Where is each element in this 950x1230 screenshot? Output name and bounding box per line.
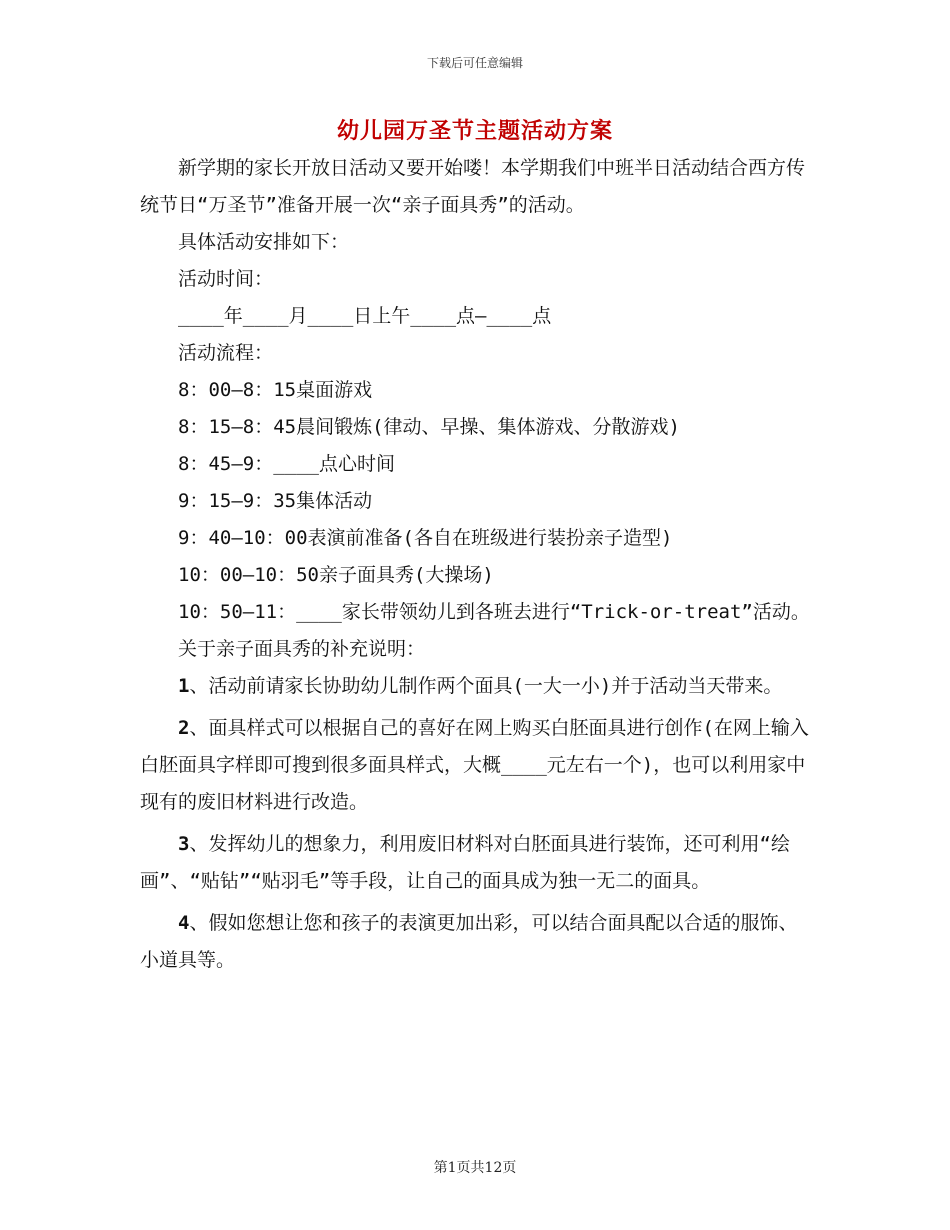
intro-paragraph: 新学期的家长开放日活动又要开始喽！本学期我们中班半日活动结合西方传统节日“万圣节”准备开展一次“亲子面具秀”的活动。 (140, 157, 806, 216)
arrangement-heading: 具体活动安排如下： (178, 231, 350, 253)
schedule-item: 10：00—10：50亲子面具秀(大操场) (178, 564, 494, 586)
schedule-item: 9：15—9：35集体活动 (178, 490, 373, 512)
note-text: 、活动前请家长协助幼儿制作两个面具(一大一小)并于活动当天带来。 (189, 675, 783, 697)
page-footer: 第1页共12页 (433, 1160, 517, 1176)
document-title: 幼儿园万圣节主题活动方案 (336, 118, 613, 144)
note-text: 、面具样式可以根据自己的喜好在网上购买白胚面具进行创作(在网上输入白胚面具字样即可搜到很多面具样式，大概____元左右一个)，也可以利用家中现有的废旧材料进行改造。 (140, 717, 809, 813)
schedule-item: 8：15—8：45晨间锻炼(律动、早操、集体游戏、分散游戏) (178, 416, 680, 438)
time-line: ____年____月____日上午____点—____点 (178, 305, 552, 327)
time-heading: 活动时间： (178, 268, 274, 290)
note-item (140, 826, 810, 900)
note-number: 3 (178, 833, 190, 855)
notes-heading: 关于亲子面具秀的补充说明： (178, 638, 426, 660)
process-heading: 活动流程： (178, 342, 274, 364)
note-number: 4 (178, 912, 190, 934)
schedule-item: 10：50—11：____家长带领幼儿到各班去进行“Trick-or-treat”活动。 (178, 601, 810, 623)
schedule-item: 9：40—10：00表演前准备(各自在班级进行装扮亲子造型) (178, 527, 673, 549)
note-item (140, 905, 810, 979)
schedule-item: 8：00—8：15桌面游戏 (178, 379, 373, 401)
page-header: 下载后可任意编辑 (426, 56, 523, 70)
note-item (140, 710, 810, 821)
note-text: 、发挥幼儿的想象力，利用废旧材料对白胚面具进行装饰，还可利用“绘画”、“贴钻”“贴羽毛”等手段，让自己的面具成为独一无二的面具。 (140, 833, 790, 892)
note-number: 1 (178, 675, 190, 697)
schedule-item: 8：45—9：____点心时间 (178, 453, 395, 475)
note-text: 、假如您想让您和孩子的表演更加出彩，可以结合面具配以合适的服饰、小道具等。 (140, 912, 798, 971)
document-body (140, 150, 810, 979)
note-number: 2 (178, 717, 190, 739)
note-item (140, 668, 810, 705)
